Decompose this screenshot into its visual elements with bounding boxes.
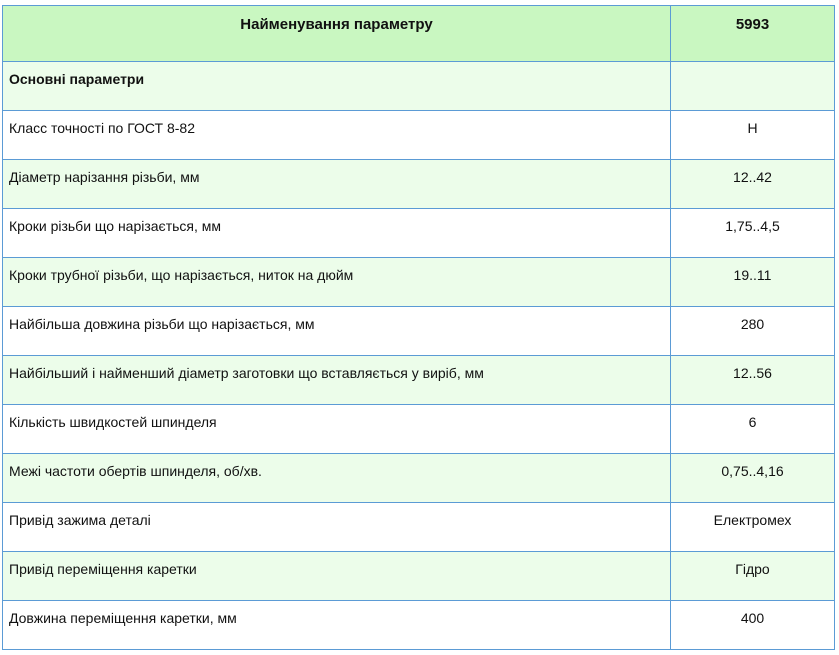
- row-value: 12..56: [671, 356, 835, 405]
- row-value: 400: [671, 601, 835, 650]
- table-row: [3, 552, 835, 601]
- row-param: Кроки різьби що нарізається, мм: [3, 209, 671, 258]
- table-header: [3, 6, 835, 62]
- row-value: 280: [671, 307, 835, 356]
- row-param: Класс точності по ГОСТ 8-82: [3, 111, 671, 160]
- table-row: [3, 405, 835, 454]
- table-row: [3, 258, 835, 307]
- row-param: Кількість швидкостей шпинделя: [3, 405, 671, 454]
- row-param: Межі частоти обертів шпинделя, об/хв.: [3, 454, 671, 503]
- table-row: [3, 111, 835, 160]
- table-row: [3, 601, 835, 650]
- table-body: [3, 62, 835, 650]
- row-param: Привід переміщення каретки: [3, 552, 671, 601]
- header-value: 5993: [671, 6, 835, 62]
- parameters-table: [2, 5, 835, 650]
- table-row: [3, 160, 835, 209]
- table-row: [3, 356, 835, 405]
- table-row: [3, 62, 835, 111]
- table-row: [3, 503, 835, 552]
- row-param: Основні параметри: [3, 62, 671, 111]
- table-row: [3, 307, 835, 356]
- header-row: [3, 6, 835, 62]
- row-value: 19..11: [671, 258, 835, 307]
- row-value: Електромех: [671, 503, 835, 552]
- row-param: Діаметр нарізання різьби, мм: [3, 160, 671, 209]
- row-value: [671, 62, 835, 111]
- row-value: 6: [671, 405, 835, 454]
- row-param: Найбільший і найменший діаметр заготовки що вставляється у виріб, мм: [3, 356, 671, 405]
- row-param: Довжина переміщення каретки, мм: [3, 601, 671, 650]
- row-value: 0,75..4,16: [671, 454, 835, 503]
- row-param: Найбільша довжина різьби що нарізається, мм: [3, 307, 671, 356]
- row-value: 1,75..4,5: [671, 209, 835, 258]
- row-param: Привід зажима деталі: [3, 503, 671, 552]
- row-value: 12..42: [671, 160, 835, 209]
- table-row: [3, 454, 835, 503]
- header-param: Найменування параметру: [3, 6, 671, 62]
- row-value: Н: [671, 111, 835, 160]
- table-row: [3, 209, 835, 258]
- row-value: Гідро: [671, 552, 835, 601]
- row-param: Кроки трубної різьби, що нарізається, ниток на дюйм: [3, 258, 671, 307]
